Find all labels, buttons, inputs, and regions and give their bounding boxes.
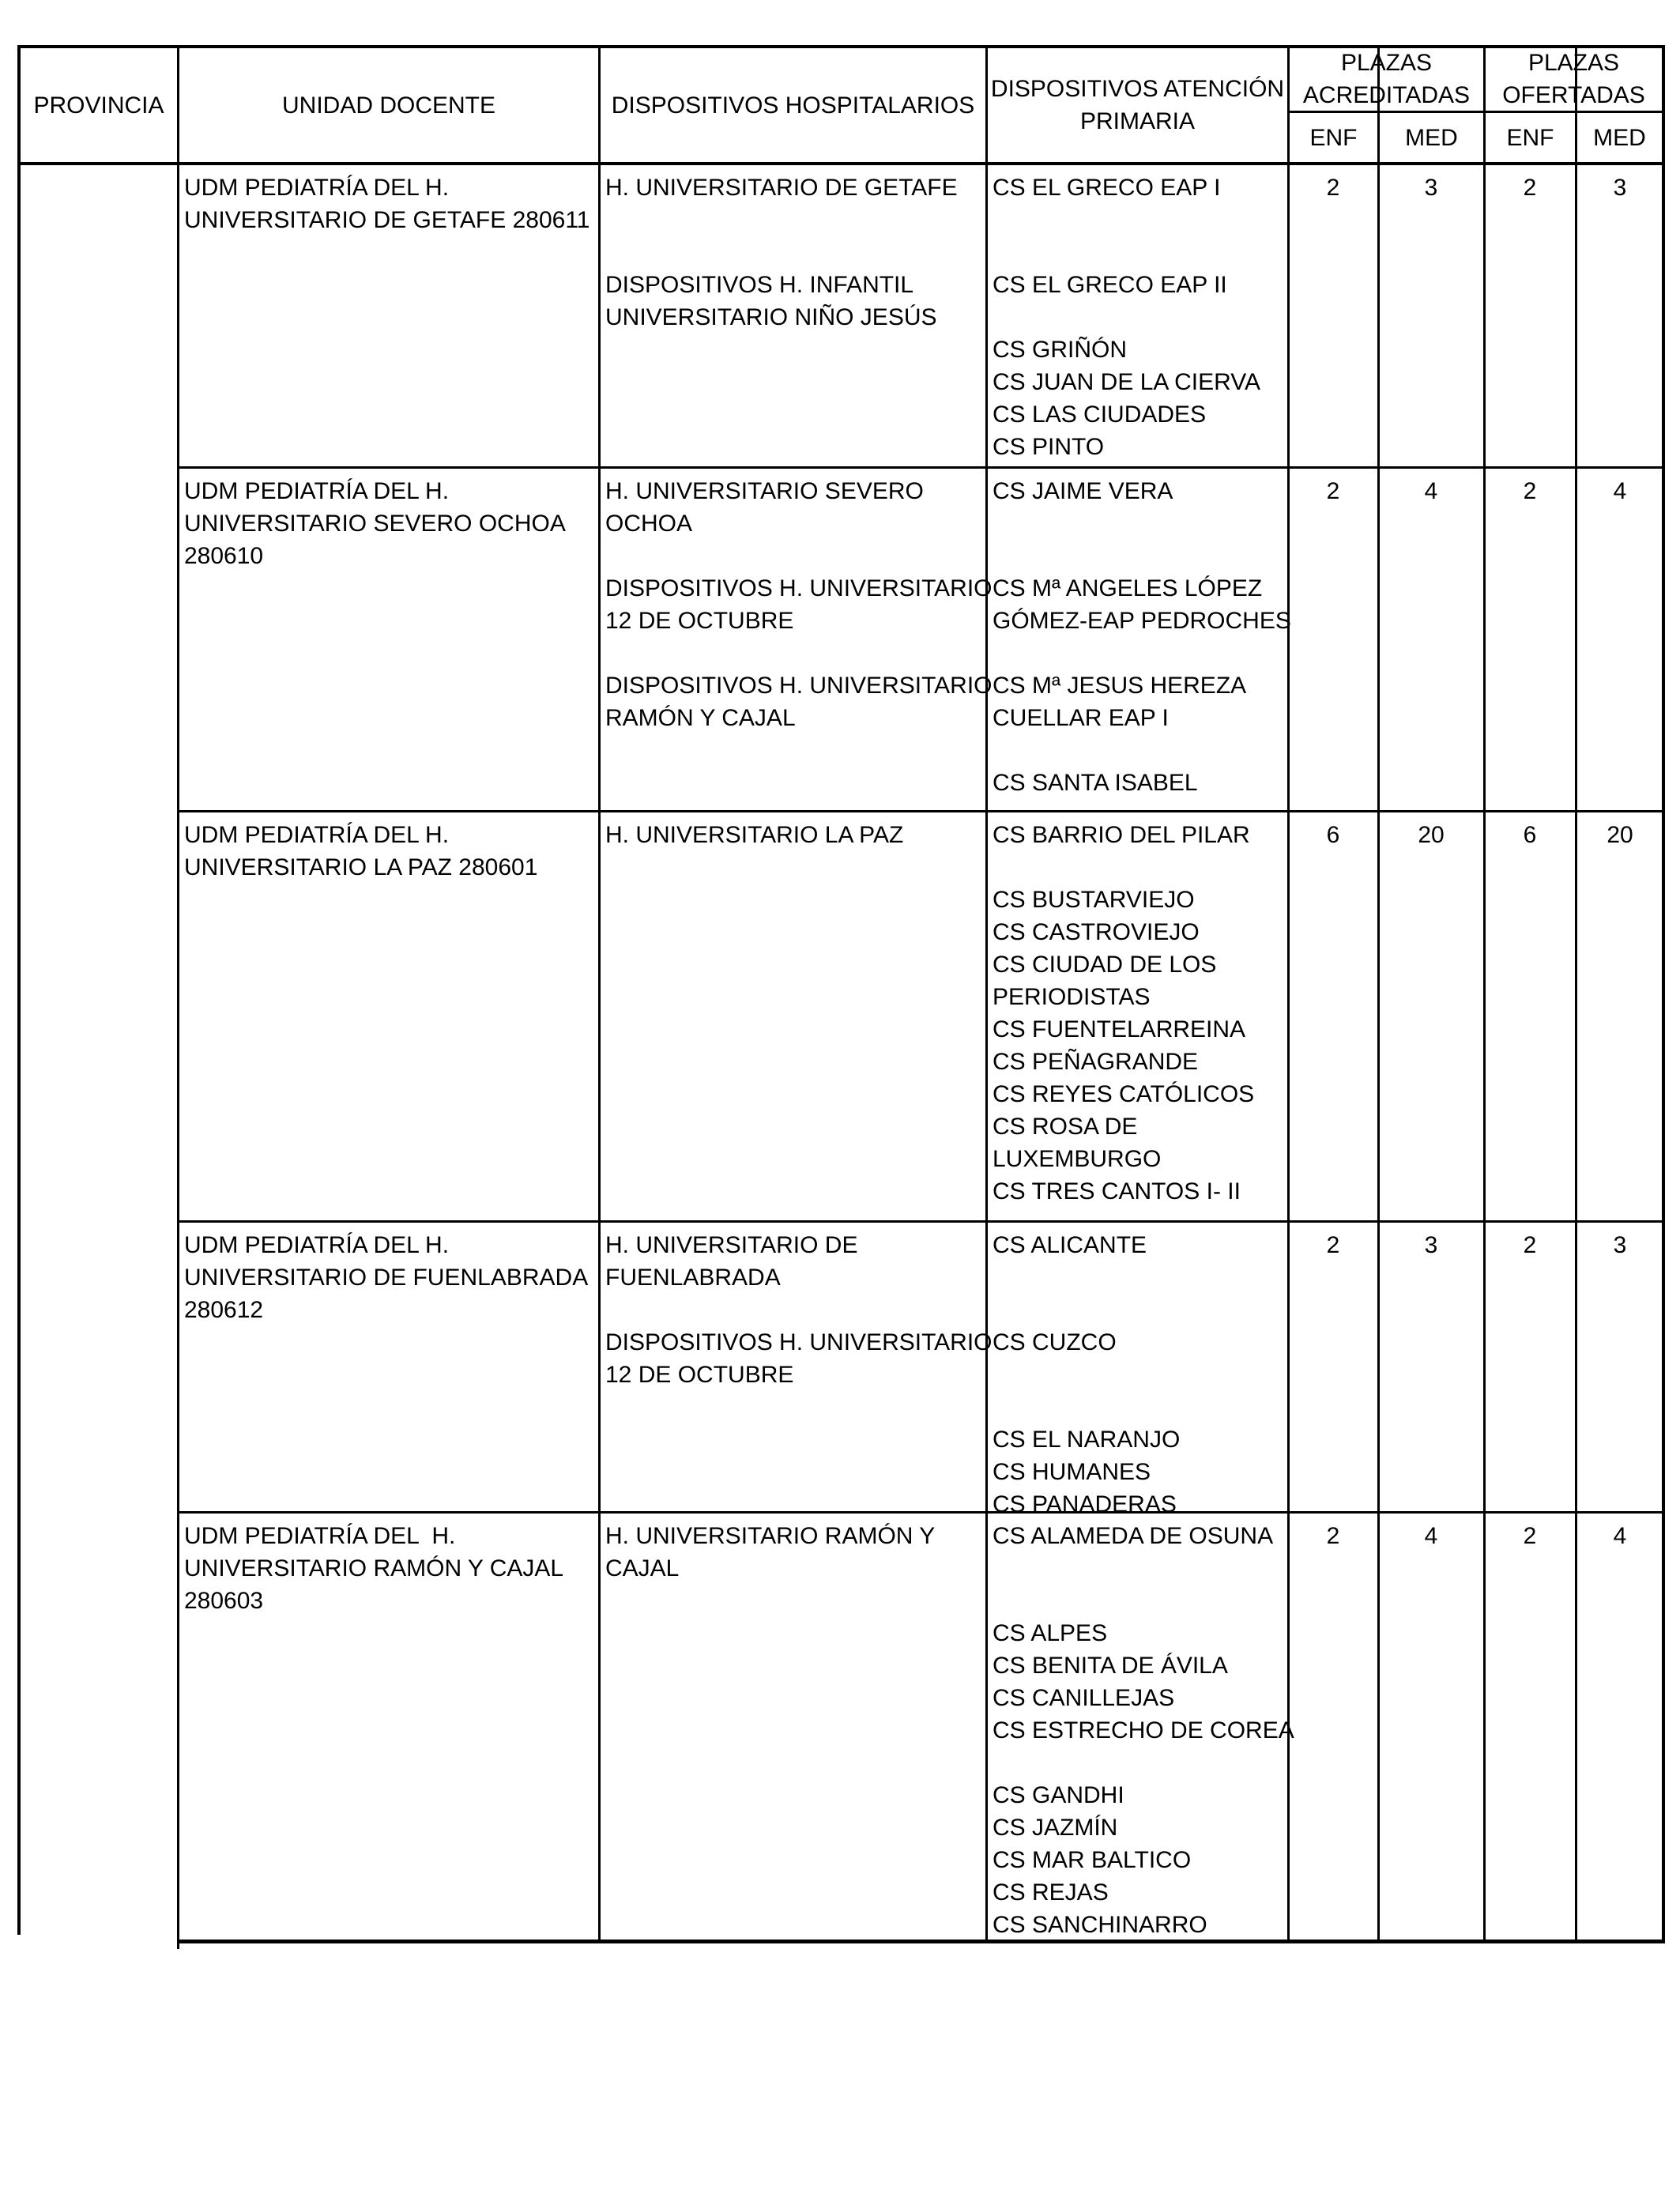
header-label: UNIDAD DOCENTE: [281, 92, 495, 119]
header-enf-acreditadas: [1290, 113, 1377, 162]
text-line: [605, 540, 993, 572]
header-label: MED: [1405, 124, 1458, 151]
plazas-ofertadas-enf: 2: [1523, 1232, 1537, 1258]
text-line: OFERTADAS: [1502, 81, 1645, 108]
unidad-docente-cell: [184, 1229, 588, 1326]
text-line: [993, 637, 1291, 669]
plazas-ofertadas-enf: 2: [1523, 1523, 1537, 1549]
header-provincia: [20, 48, 178, 162]
text-line: CUELLAR EAP I: [993, 705, 1169, 731]
text-line: [605, 204, 958, 236]
text-line: OCHOA: [605, 511, 693, 537]
plazas-acreditadas-enf: 2: [1326, 1523, 1340, 1549]
text-line: CS Mª ANGELES LÓPEZ: [993, 575, 1263, 601]
table-border-bottom: [177, 1940, 1665, 1943]
text-line: [993, 1552, 1294, 1585]
text-line: [605, 1294, 993, 1326]
text-line: CS Mª JESUS HEREZA: [993, 673, 1247, 699]
table-row: [17, 1223, 1665, 1517]
header-label: MED: [1593, 124, 1646, 151]
text-line: CS ALPES: [993, 1620, 1108, 1646]
text-line: H. UNIVERSITARIO DE: [605, 1232, 858, 1258]
text-line: CS ROSA DE: [993, 1114, 1138, 1140]
text-line: CS JAZMÍN: [993, 1815, 1118, 1841]
text-line: CAJAL: [605, 1555, 680, 1581]
text-line: CS GRIÑÓN: [993, 337, 1128, 363]
header-label: DISPOSITIVOS HOSPITALARIOS: [611, 92, 975, 119]
text-line: UNIVERSITARIO DE GETAFE 280611: [184, 207, 590, 233]
plazas-acreditadas-enf: 2: [1326, 478, 1340, 504]
plazas-acreditadas-med: 4: [1424, 478, 1438, 504]
plazas-acreditadas-enf: 2: [1326, 175, 1340, 201]
text-line: [993, 734, 1291, 767]
header-enf-ofertadas: [1486, 113, 1575, 162]
text-line: [993, 301, 1260, 334]
text-line: CS CANILLEJAS: [993, 1685, 1175, 1711]
text-line: [605, 236, 958, 269]
text-line: CS TRES CANTOS I- II: [993, 1178, 1241, 1204]
text-line: 12 DE OCTUBRE: [605, 608, 794, 634]
text-line: H. UNIVERSITARIO RAMÓN Y: [605, 1523, 936, 1549]
text-line: UDM PEDIATRÍA DEL H.: [184, 175, 450, 201]
text-line: [993, 1359, 1180, 1391]
text-line: CS CASTROVIEJO: [993, 919, 1200, 945]
text-line: ACREDITADAS: [1302, 81, 1471, 108]
text-line: CS JUAN DE LA CIERVA: [993, 369, 1260, 395]
dispositivos-atencion-primaria-cell: [993, 1229, 1180, 1521]
text-line: UNIVERSITARIO DE FUENLABRADA: [184, 1265, 589, 1291]
dispositivos-hospitalarios-cell: [605, 1229, 993, 1391]
text-line: 280603: [184, 1588, 264, 1614]
text-line: 280610: [184, 543, 264, 569]
text-line: UDM PEDIATRÍA DEL H.: [184, 1523, 456, 1549]
text-line: CS BENITA DE ÁVILA: [993, 1653, 1228, 1679]
table-row: [17, 469, 1665, 810]
plazas-acreditadas-med: 20: [1418, 822, 1445, 848]
text-line: CS PEÑAGRANDE: [993, 1049, 1199, 1075]
text-line: [993, 540, 1291, 572]
text-line: CS JAIME VERA: [993, 478, 1173, 504]
text-line: CS EL GRECO EAP II: [993, 272, 1227, 298]
text-line: PLAZAS: [1527, 49, 1620, 76]
table-row: [17, 812, 1665, 1220]
text-line: CS BUSTARVIEJO: [993, 887, 1195, 913]
text-line: DISPOSITIVOS H. UNIVERSITARIO: [605, 1329, 993, 1355]
header-unidad-docente: [179, 48, 598, 162]
plazas-ofertadas-med: 3: [1613, 175, 1627, 201]
dispositivos-atencion-primaria-cell: [993, 1520, 1294, 1941]
unidad-docente-cell: [184, 172, 590, 236]
dispositivos-atencion-primaria-cell: [993, 475, 1291, 799]
header-label: PROVINCIA: [33, 92, 164, 119]
text-line: RAMÓN Y CAJAL: [605, 705, 796, 731]
text-line: UDM PEDIATRÍA DEL H.: [184, 822, 450, 848]
text-line: [993, 236, 1260, 269]
plazas-ofertadas-med: 4: [1613, 478, 1627, 504]
text-line: H. UNIVERSITARIO LA PAZ: [605, 822, 904, 848]
plazas-acreditadas-enf: 2: [1326, 1232, 1340, 1258]
text-line: DISPOSITIVOS H. UNIVERSITARIO: [605, 673, 993, 699]
text-line: 12 DE OCTUBRE: [605, 1362, 794, 1388]
header-med-acreditadas: [1380, 113, 1483, 162]
text-line: CS REJAS: [993, 1879, 1109, 1906]
text-line: [993, 851, 1254, 884]
dispositivos-atencion-primaria-cell: [993, 819, 1254, 1208]
dispositivos-hospitalarios-cell: [605, 819, 903, 851]
header-dispositivos-atencion-primaria: [988, 48, 1287, 162]
table-row: [17, 1514, 1665, 1940]
header-med-ofertadas: [1577, 113, 1662, 162]
plazas-ofertadas-enf: 2: [1523, 478, 1537, 504]
text-line: CS BARRIO DEL PILAR: [993, 822, 1250, 848]
text-line: H. UNIVERSITARIO DE GETAFE: [605, 175, 958, 201]
text-line: UNIVERSITARIO SEVERO OCHOA: [184, 511, 566, 537]
text-line: [993, 507, 1291, 540]
text-line: PLAZAS: [1340, 49, 1433, 76]
text-line: CS CUZCO: [993, 1329, 1117, 1355]
text-line: [993, 204, 1260, 236]
text-line: CS PANADERAS: [993, 1491, 1177, 1517]
text-line: [605, 637, 993, 669]
header-plazas-ofertadas: [1486, 47, 1662, 111]
table-row: [17, 165, 1665, 466]
text-line: CS CIUDAD DE LOS: [993, 952, 1217, 978]
text-line: CS SANCHINARRO: [993, 1912, 1207, 1938]
dispositivos-atencion-primaria-cell: [993, 172, 1260, 463]
text-line: UDM PEDIATRÍA DEL H.: [184, 478, 450, 504]
plazas-acreditadas-med: 3: [1424, 1232, 1438, 1258]
header-label: ENF: [1309, 124, 1358, 151]
text-line: UNIVERSITARIO NIÑO JESÚS: [605, 304, 937, 330]
text-line: [993, 1585, 1294, 1617]
plazas-acreditadas-med: 4: [1424, 1523, 1438, 1549]
text-line: DISPOSITIVOS ATENCIÓN: [990, 76, 1285, 102]
text-line: CS MAR BALTICO: [993, 1847, 1192, 1873]
plazas-ofertadas-med: 3: [1613, 1232, 1627, 1258]
dispositivos-hospitalarios-cell: [605, 475, 993, 734]
plazas-ofertadas-med: 20: [1607, 822, 1633, 848]
text-line: PERIODISTAS: [993, 984, 1151, 1010]
text-line: GÓMEZ-EAP PEDROCHES: [993, 608, 1291, 634]
text-line: [993, 1294, 1180, 1326]
plazas-acreditadas-med: 3: [1424, 175, 1438, 201]
text-line: PRIMARIA: [1079, 108, 1196, 134]
text-line: UNIVERSITARIO RAMÓN Y CAJAL: [184, 1555, 564, 1581]
text-line: FUENLABRADA: [605, 1265, 781, 1291]
header-dispositivos-hospitalarios: [601, 48, 985, 162]
text-line: CS SANTA ISABEL: [993, 770, 1198, 796]
text-line: CS ESTRECHO DE COREA: [993, 1717, 1294, 1744]
header-plazas-acreditadas: [1290, 47, 1483, 111]
plazas-ofertadas-med: 4: [1613, 1523, 1627, 1549]
text-line: 280612: [184, 1297, 264, 1323]
text-line: LUXEMBURGO: [993, 1146, 1162, 1172]
text-line: CS HUMANES: [993, 1459, 1151, 1485]
text-line: H. UNIVERSITARIO SEVERO: [605, 478, 924, 504]
text-line: CS ALICANTE: [993, 1232, 1147, 1258]
text-line: CS LAS CIUDADES: [993, 401, 1207, 428]
plazas-ofertadas-enf: 6: [1523, 822, 1537, 848]
unidad-docente-cell: [184, 819, 537, 884]
text-line: [993, 1747, 1294, 1779]
text-line: CS EL GRECO EAP I: [993, 175, 1221, 201]
text-line: [993, 1391, 1180, 1423]
unidad-docente-cell: [184, 1520, 563, 1617]
text-line: CS PINTO: [993, 434, 1105, 460]
text-line: CS FUENTELARREINA: [993, 1016, 1246, 1042]
plazas-acreditadas-enf: 6: [1326, 822, 1340, 848]
text-line: [993, 1261, 1180, 1294]
plazas-ofertadas-enf: 2: [1523, 175, 1537, 201]
text-line: UNIVERSITARIO LA PAZ 280601: [184, 854, 538, 880]
text-line: DISPOSITIVOS H. INFANTIL: [605, 272, 914, 298]
text-line: CS REYES CATÓLICOS: [993, 1081, 1255, 1107]
text-line: DISPOSITIVOS H. UNIVERSITARIO: [605, 575, 993, 601]
header-label: ENF: [1506, 124, 1554, 151]
unidad-docente-cell: [184, 475, 566, 572]
text-line: CS ALAMEDA DE OSUNA: [993, 1523, 1274, 1549]
dispositivos-hospitalarios-cell: [605, 1520, 935, 1585]
dispositivos-hospitalarios-cell: [605, 172, 958, 334]
text-line: CS EL NARANJO: [993, 1427, 1181, 1453]
text-line: UDM PEDIATRÍA DEL H.: [184, 1232, 450, 1258]
text-line: CS GANDHI: [993, 1782, 1124, 1808]
